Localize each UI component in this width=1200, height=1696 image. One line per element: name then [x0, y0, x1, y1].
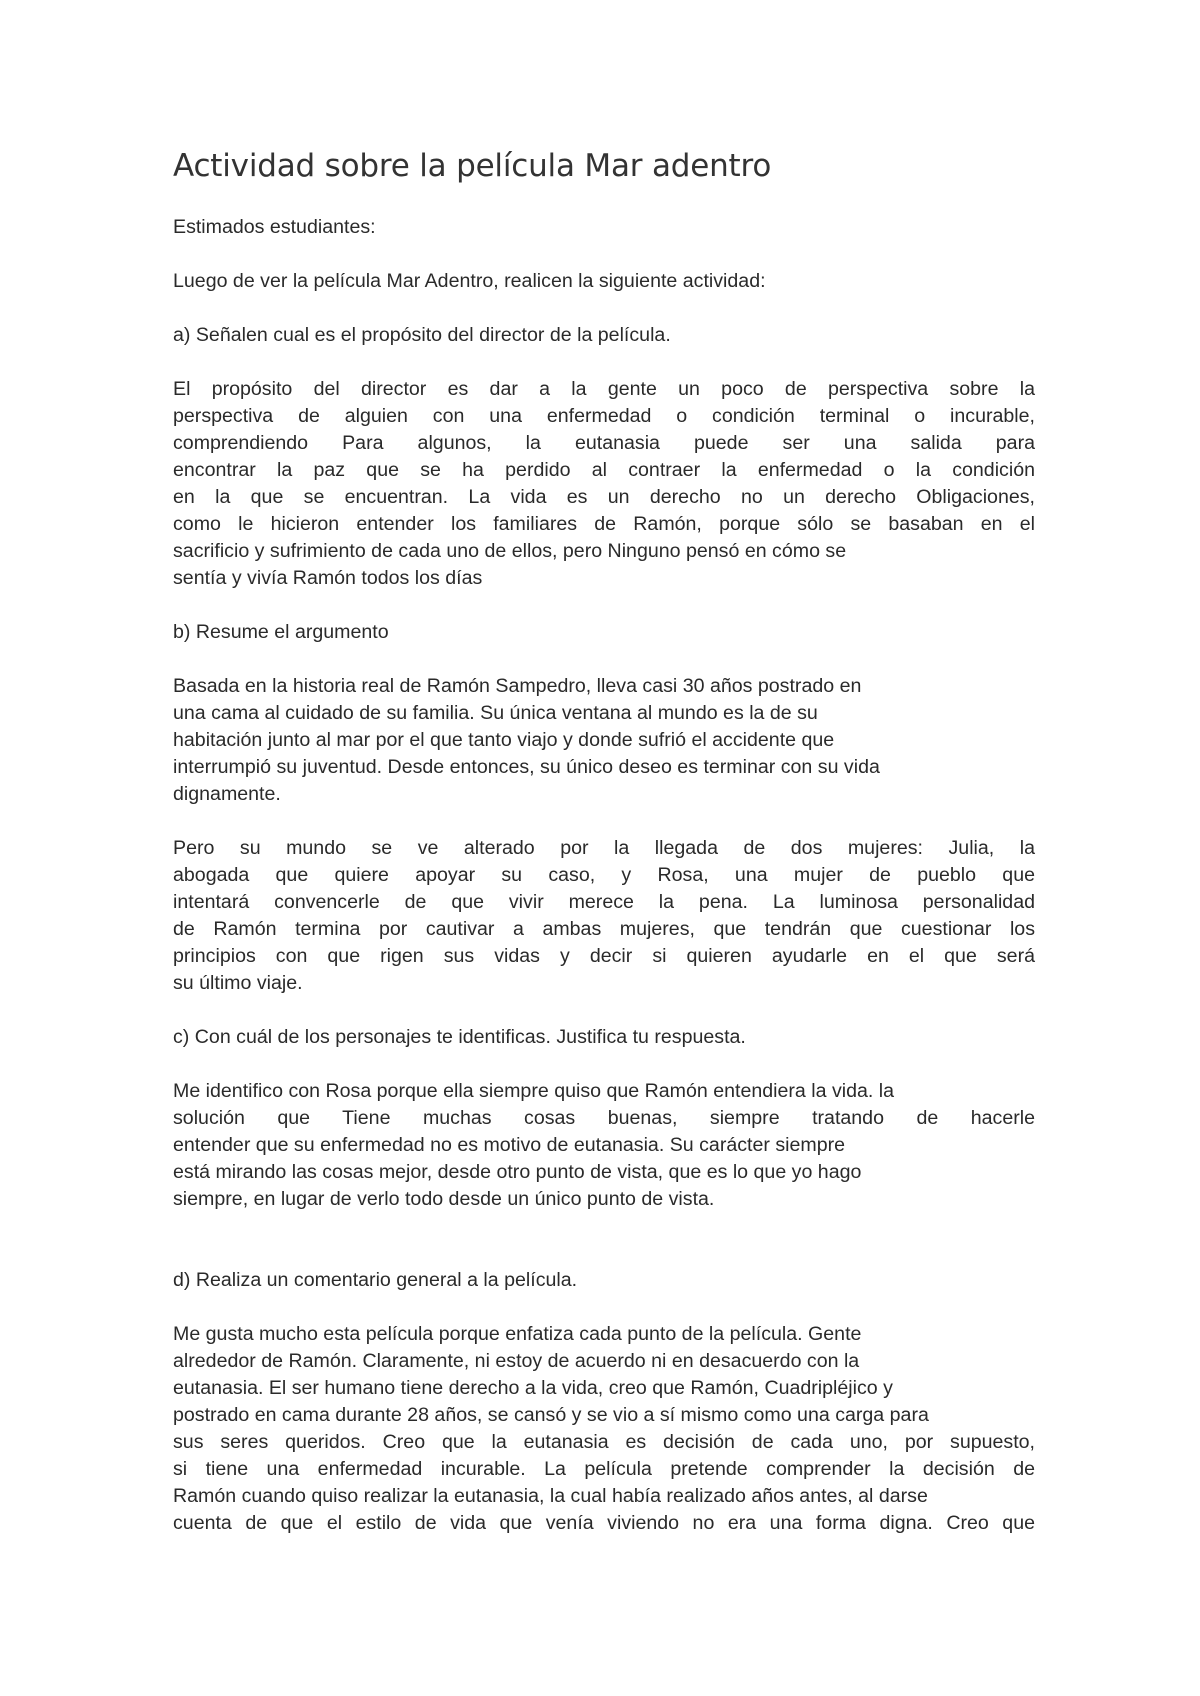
- document-title: Actividad sobre la película Mar adentro: [173, 148, 772, 184]
- answer-a-paragraph: [173, 376, 1035, 592]
- question-c: c) Con cuál de los personajes te identificas. Justifica tu respuesta.: [173, 1026, 746, 1048]
- answer-b1-line: una cama al cuidado de su familia. Su única ventana al mundo es la de su: [173, 702, 818, 724]
- answer-c-line: solución que Tiene muchas cosas buenas, siempre tratando de hacerle: [173, 1107, 1035, 1129]
- question-d: d) Realiza un comentario general a la película.: [173, 1269, 578, 1291]
- answer-a-line: como le hicieron entender los familiares de Ramón, porque sólo se basaban en el: [173, 513, 1035, 535]
- answer-b2-line: intentará convencerle de que vivir merece la pena. La luminosa personalidad: [173, 891, 1035, 913]
- answer-b1-line: dignamente.: [173, 783, 281, 805]
- answer-c-line: está mirando las cosas mejor, desde otro punto de vista, que es lo que yo hago: [173, 1161, 862, 1183]
- answer-d-line: Me gusta mucho esta película porque enfatiza cada punto de la película. Gente: [173, 1323, 862, 1345]
- answer-c-line: Me identifico con Rosa porque ella siempre quiso que Ramón entendiera la vida. la: [173, 1080, 895, 1102]
- answer-b2-line: principios con que rigen sus vidas y decir si quieren ayudarle en el que será: [173, 945, 1035, 967]
- answer-b2-line: Pero su mundo se ve alterado por la llegada de dos mujeres: Julia, la: [173, 837, 1035, 859]
- answer-b1-line: interrumpió su juventud. Desde entonces, su único deseo es terminar con su vida: [173, 756, 880, 778]
- greeting: Estimados estudiantes:: [173, 216, 376, 238]
- answer-c-line: entender que su enfermedad no es motivo de eutanasia. Su carácter siempre: [173, 1134, 846, 1156]
- answer-b-paragraph-1: [173, 673, 1035, 808]
- answer-b2-line: su último viaje.: [173, 972, 303, 994]
- answer-a-line: comprendiendo Para algunos, la eutanasia puede ser una salida para: [173, 432, 1035, 454]
- answer-d-line: alrededor de Ramón. Claramente, ni estoy de acuerdo ni en desacuerdo con la: [173, 1350, 860, 1372]
- answer-a-line: sacrificio y sufrimiento de cada uno de ellos, pero Ninguno pensó en cómo se: [173, 540, 847, 562]
- answer-d-paragraph: [173, 1321, 1035, 1537]
- blank-line: [173, 1240, 1035, 1267]
- answer-d-line: eutanasia. El ser humano tiene derecho a la vida, creo que Ramón, Cuadripléjico y: [173, 1377, 893, 1399]
- answer-a-line: perspectiva de alguien con una enfermedad o condición terminal o incurable,: [173, 405, 1035, 427]
- answer-d-line: sus seres queridos. Creo que la eutanasia es decisión de cada uno, por supuesto,: [173, 1431, 1035, 1453]
- document-body: [173, 146, 1035, 1564]
- answer-d-line: Ramón cuando quiso realizar la eutanasia, la cual había realizado años antes, al darse: [173, 1485, 928, 1507]
- question-a: a) Señalen cual es el propósito del director de la película.: [173, 324, 671, 346]
- answer-b-paragraph-2: [173, 835, 1035, 997]
- answer-a-line: sentía y vivía Ramón todos los días: [173, 567, 483, 589]
- answer-c-paragraph: [173, 1078, 1035, 1213]
- answer-a-line: encontrar la paz que se ha perdido al contraer la enfermedad o la condición: [173, 459, 1035, 481]
- answer-d-line: postrado en cama durante 28 años, se cansó y se vio a sí mismo como una carga para: [173, 1404, 929, 1426]
- answer-b2-line: abogada que quiere apoyar su caso, y Rosa, una mujer de pueblo que: [173, 864, 1035, 886]
- answer-a-line: en la que se encuentran. La vida es un derecho no un derecho Obligaciones,: [173, 486, 1035, 508]
- question-b: b) Resume el argumento: [173, 621, 389, 643]
- answer-b2-line: de Ramón termina por cautivar a ambas mujeres, que tendrán que cuestionar los: [173, 918, 1035, 940]
- answer-c-line: siempre, en lugar de verlo todo desde un único punto de vista.: [173, 1188, 715, 1210]
- answer-a-line: El propósito del director es dar a la gente un poco de perspectiva sobre la: [173, 378, 1035, 400]
- answer-d-line: si tiene una enfermedad incurable. La película pretende comprender la decisión de: [173, 1458, 1035, 1480]
- intro-paragraph: Luego de ver la película Mar Adentro, realicen la siguiente actividad:: [173, 270, 766, 292]
- answer-d-line: cuenta de que el estilo de vida que venía viviendo no era una forma digna. Creo que: [173, 1512, 1035, 1534]
- answer-b1-line: habitación junto al mar por el que tanto viajo y donde sufrió el accidente que: [173, 729, 835, 751]
- answer-b1-line: Basada en la historia real de Ramón Sampedro, lleva casi 30 años postrado en: [173, 675, 862, 697]
